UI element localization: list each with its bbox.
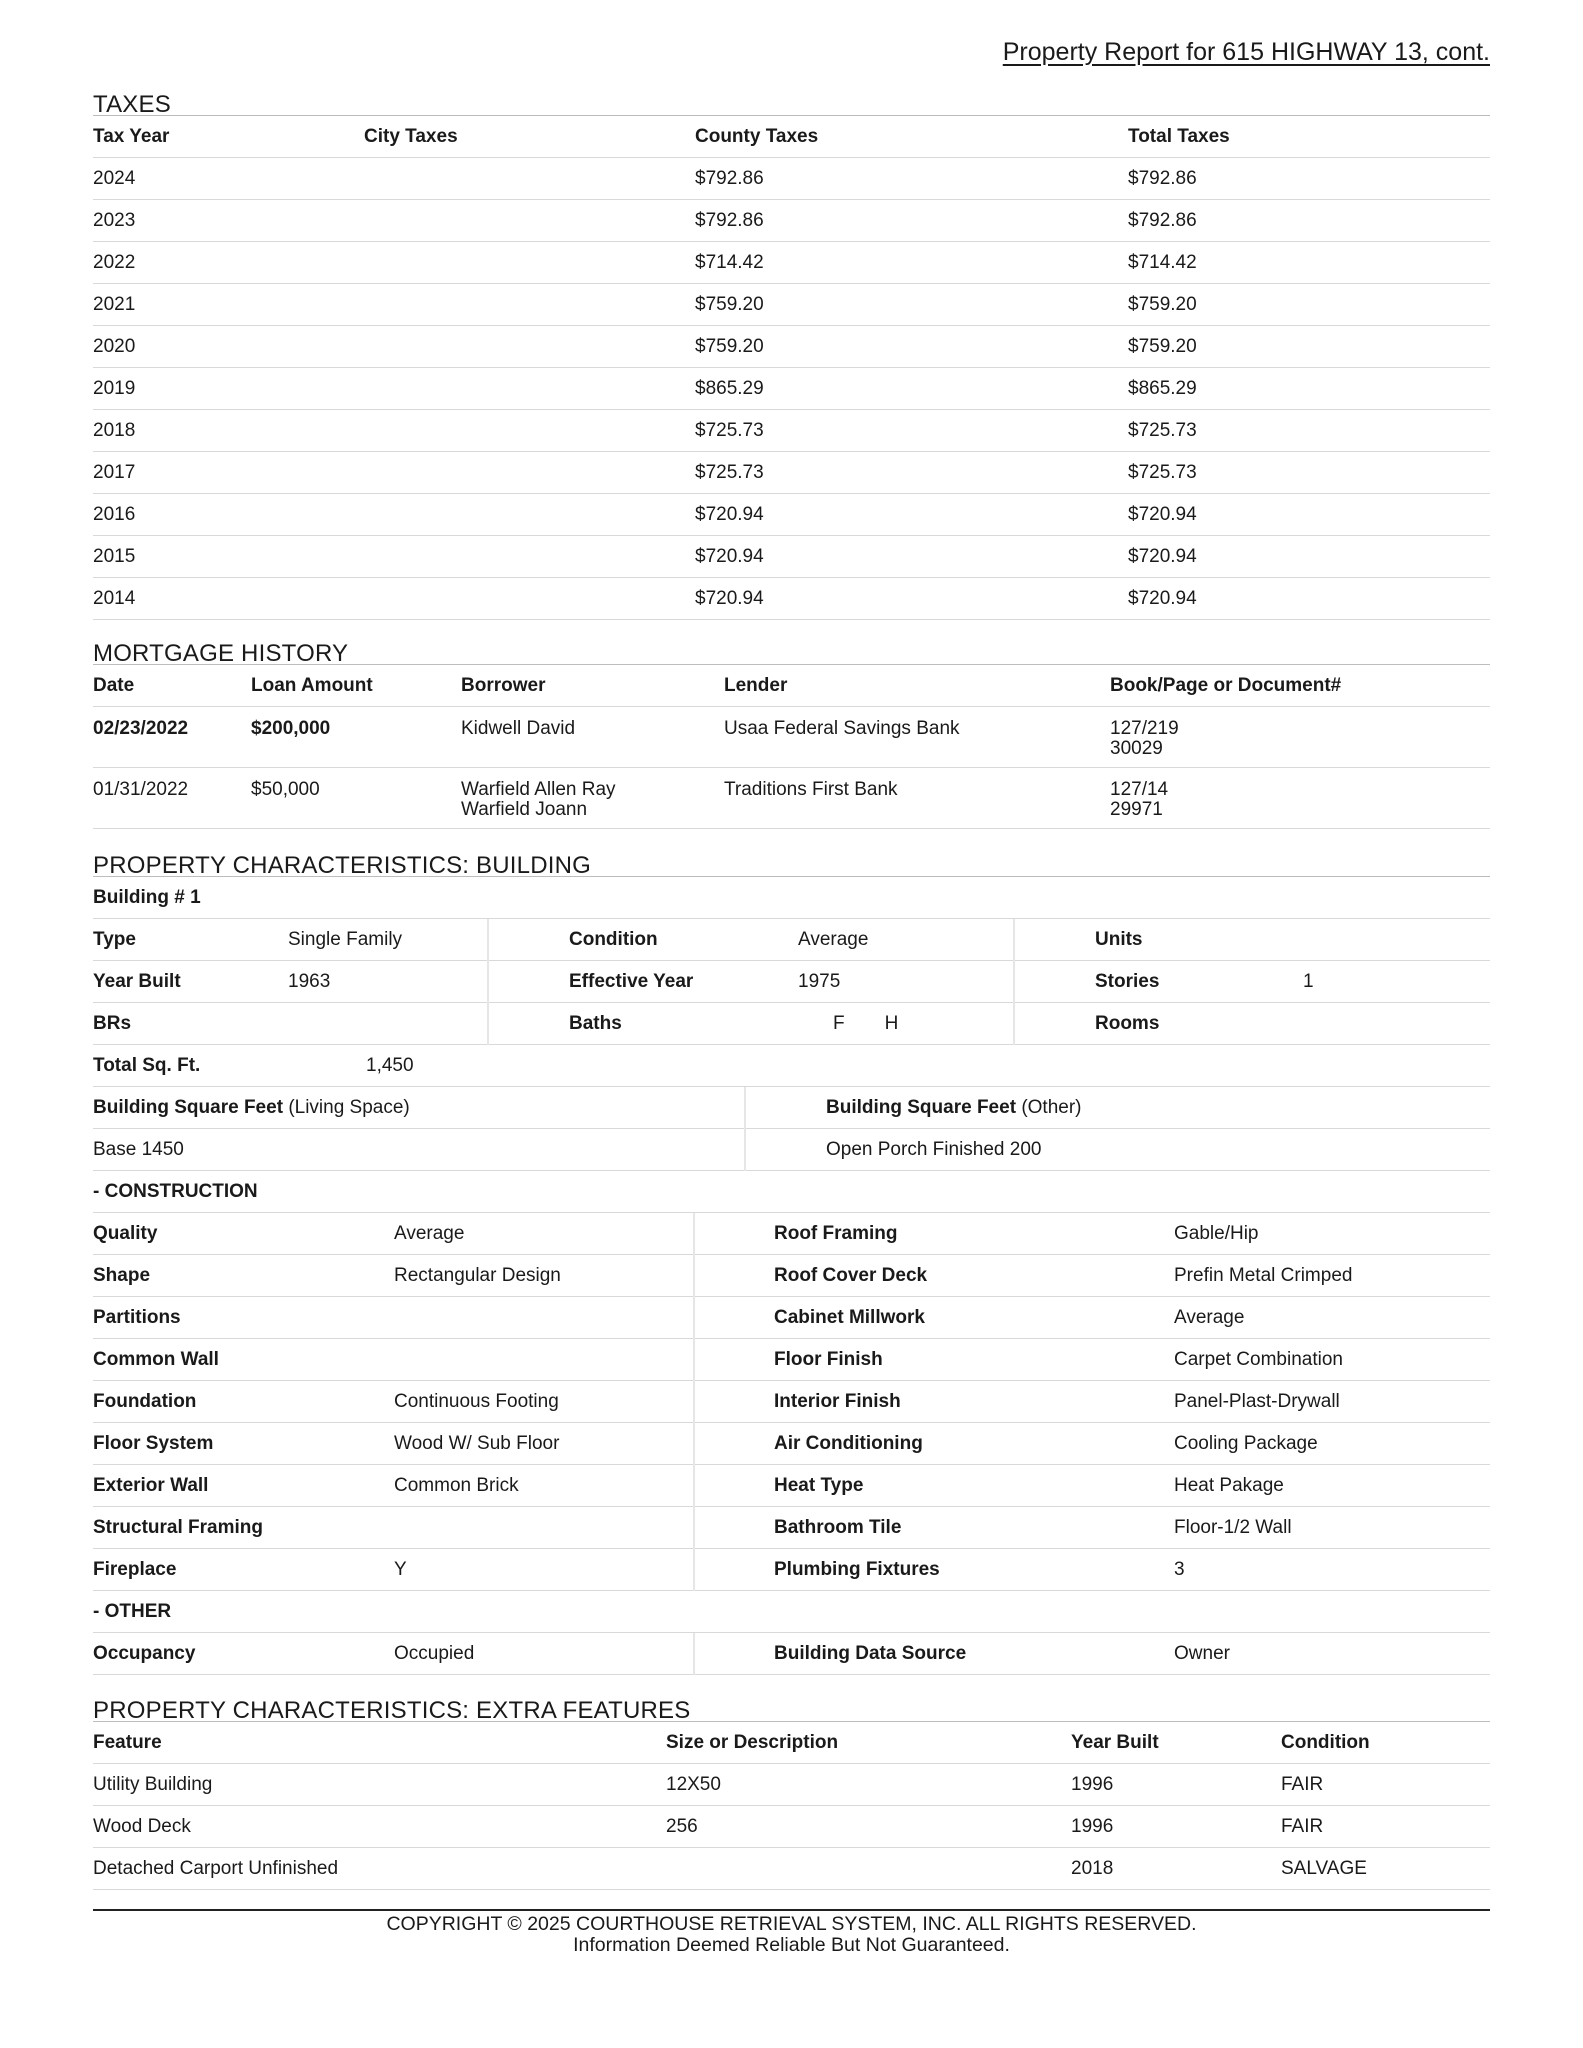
size-header: Size or Description bbox=[666, 1731, 839, 1753]
sqft-other-value: Open Porch Finished 200 bbox=[826, 1138, 1042, 1160]
characteristic-label: Shape bbox=[93, 1264, 151, 1286]
city-taxes-cell bbox=[364, 200, 695, 242]
rooms-label: Rooms bbox=[1095, 1012, 1160, 1034]
tax-year-cell: 2015 bbox=[93, 545, 136, 567]
characteristic-value bbox=[394, 1297, 694, 1339]
characteristic-label: Heat Type bbox=[774, 1474, 864, 1496]
copyright-footer bbox=[93, 1909, 1490, 1956]
characteristic-row bbox=[93, 1633, 1490, 1675]
characteristic-label: Air Conditioning bbox=[774, 1432, 923, 1454]
characteristic-value: Cooling Package bbox=[1174, 1432, 1318, 1454]
characteristic-label: Foundation bbox=[93, 1390, 197, 1412]
condition-cell: FAIR bbox=[1281, 1815, 1324, 1837]
county-taxes-cell: $792.86 bbox=[695, 167, 764, 189]
taxes-body bbox=[93, 158, 1490, 620]
type-value: Single Family bbox=[288, 919, 488, 961]
total-taxes-cell: $720.94 bbox=[1128, 587, 1197, 609]
extra-feature-row bbox=[93, 1764, 1490, 1806]
characteristic-value: Wood W/ Sub Floor bbox=[394, 1423, 694, 1465]
taxes-header-row bbox=[93, 116, 1490, 158]
city-taxes-cell bbox=[364, 158, 695, 200]
baths-value bbox=[798, 1003, 1014, 1045]
extra-features-section bbox=[93, 1694, 1490, 1890]
total-taxes-cell: $792.86 bbox=[1128, 167, 1197, 189]
tax-year-cell: 2019 bbox=[93, 377, 136, 399]
construction-label: - CONSTRUCTION bbox=[93, 1180, 258, 1202]
tax-year-cell: 2017 bbox=[93, 461, 136, 483]
year-built-label: Year Built bbox=[93, 970, 181, 992]
county-taxes-cell: $725.73 bbox=[695, 461, 764, 483]
county-taxes-cell: $720.94 bbox=[695, 545, 764, 567]
tax-year-cell: 2021 bbox=[93, 293, 136, 315]
baths-full: F bbox=[833, 1012, 845, 1034]
taxes-row bbox=[93, 368, 1490, 410]
stories-label: Stories bbox=[1095, 970, 1160, 992]
characteristic-value: 3 bbox=[1174, 1558, 1185, 1580]
characteristic-label: Quality bbox=[93, 1222, 158, 1244]
tax-year-cell: 2020 bbox=[93, 335, 136, 357]
rooms-value bbox=[1303, 1003, 1490, 1045]
characteristic-row bbox=[93, 1423, 1490, 1465]
size-cell bbox=[666, 1848, 1071, 1890]
characteristic-row bbox=[93, 1549, 1490, 1591]
sqft-other-header bbox=[826, 1087, 1490, 1129]
extra-features-title: PROPERTY CHARACTERISTICS: EXTRA FEATURES bbox=[93, 1694, 1490, 1722]
condition-label: Condition bbox=[569, 928, 658, 950]
characteristic-row bbox=[93, 1339, 1490, 1381]
characteristic-label: Fireplace bbox=[93, 1558, 177, 1580]
city-taxes-cell bbox=[364, 242, 695, 284]
tax-year-cell: 2024 bbox=[93, 167, 136, 189]
units-value bbox=[1303, 919, 1490, 961]
building-number-label: Building # 1 bbox=[93, 886, 201, 908]
mortgage-date: 01/31/2022 bbox=[93, 779, 189, 800]
characteristic-row bbox=[93, 1255, 1490, 1297]
construction-label-table bbox=[93, 1171, 1490, 1213]
sqft-living-value: Base 1450 bbox=[93, 1129, 745, 1171]
characteristic-value: Average bbox=[1174, 1306, 1245, 1328]
other-label-table bbox=[93, 1591, 1490, 1633]
feature-header: Feature bbox=[93, 1731, 162, 1753]
taxes-row bbox=[93, 158, 1490, 200]
mortgage-amount: $50,000 bbox=[251, 779, 320, 800]
characteristic-label: Common Wall bbox=[93, 1348, 219, 1370]
characteristic-row bbox=[93, 1297, 1490, 1339]
brs-label: BRs bbox=[93, 1012, 132, 1034]
characteristic-label: Occupancy bbox=[93, 1642, 196, 1664]
extra-feature-row bbox=[93, 1806, 1490, 1848]
taxes-row bbox=[93, 452, 1490, 494]
construction-table bbox=[93, 1213, 1490, 1591]
mortgage-book bbox=[1110, 768, 1490, 829]
taxes-row bbox=[93, 410, 1490, 452]
mortgage-amount-header: Loan Amount bbox=[251, 674, 373, 696]
report-title: Property Report for 615 HIGHWAY 13, cont. bbox=[1002, 38, 1490, 66]
year-built-cell: 2018 bbox=[1071, 1857, 1114, 1879]
characteristic-value: Common Brick bbox=[394, 1465, 694, 1507]
characteristic-value: Average bbox=[394, 1213, 694, 1255]
county-taxes-cell: $759.20 bbox=[695, 335, 764, 357]
city-taxes-cell bbox=[364, 284, 695, 326]
brs-value bbox=[288, 1003, 488, 1045]
type-label: Type bbox=[93, 928, 136, 950]
mortgage-book-header: Book/Page or Document# bbox=[1110, 674, 1342, 696]
county-taxes-cell: $720.94 bbox=[695, 587, 764, 609]
city-taxes-cell bbox=[364, 578, 695, 620]
characteristic-value bbox=[394, 1339, 694, 1381]
characteristic-label: Floor System bbox=[93, 1432, 214, 1454]
city-taxes-cell bbox=[364, 368, 695, 410]
total-taxes-cell: $759.20 bbox=[1128, 293, 1197, 315]
condition-cell: SALVAGE bbox=[1281, 1857, 1367, 1879]
effective-year-value: 1975 bbox=[798, 961, 1014, 1003]
county-taxes-cell: $759.20 bbox=[695, 293, 764, 315]
characteristic-row bbox=[93, 1507, 1490, 1549]
borrower-name: Kidwell David bbox=[461, 718, 576, 739]
taxes-row bbox=[93, 578, 1490, 620]
taxes-row bbox=[93, 494, 1490, 536]
mortgage-date: 02/23/2022 bbox=[93, 718, 189, 739]
city-taxes-header: City Taxes bbox=[364, 125, 458, 147]
total-taxes-cell: $725.73 bbox=[1128, 419, 1197, 441]
building-summary-table bbox=[93, 919, 1490, 1045]
taxes-row bbox=[93, 536, 1490, 578]
feature-cell: Wood Deck bbox=[93, 1815, 191, 1837]
characteristic-label: Structural Framing bbox=[93, 1516, 263, 1538]
mortgage-date-header: Date bbox=[93, 674, 135, 696]
condition-cell: FAIR bbox=[1281, 1773, 1324, 1795]
mortgage-header-row bbox=[93, 665, 1490, 707]
document-number: 30029 bbox=[1110, 738, 1163, 759]
total-taxes-cell: $714.42 bbox=[1128, 251, 1197, 273]
tax-year-header: Tax Year bbox=[93, 125, 170, 147]
condition-value: Average bbox=[798, 919, 1014, 961]
mortgage-lender: Traditions First Bank bbox=[724, 779, 898, 800]
size-cell: 256 bbox=[666, 1815, 698, 1837]
characteristic-label: Partitions bbox=[93, 1306, 181, 1328]
mortgage-lender: Usaa Federal Savings Bank bbox=[724, 718, 960, 739]
city-taxes-cell bbox=[364, 452, 695, 494]
building-title: PROPERTY CHARACTERISTICS: BUILDING bbox=[93, 849, 1490, 877]
borrower-name: Warfield Allen Ray bbox=[461, 779, 616, 800]
characteristic-value: Y bbox=[394, 1549, 694, 1591]
sqft-living-label: Building Square Feet bbox=[93, 1096, 284, 1118]
characteristic-value bbox=[394, 1507, 694, 1549]
tax-year-cell: 2018 bbox=[93, 419, 136, 441]
year-built-header: Year Built bbox=[1071, 1731, 1159, 1753]
characteristic-label: Interior Finish bbox=[774, 1390, 901, 1412]
building-number-table bbox=[93, 877, 1490, 919]
characteristic-label: Plumbing Fixtures bbox=[774, 1558, 940, 1580]
county-taxes-cell: $720.94 bbox=[695, 503, 764, 525]
taxes-table bbox=[93, 116, 1490, 620]
total-taxes-cell: $720.94 bbox=[1128, 503, 1197, 525]
taxes-row bbox=[93, 242, 1490, 284]
building-section bbox=[93, 849, 1490, 1675]
mortgage-book bbox=[1110, 707, 1490, 768]
sqft-living-suffix: (Living Space) bbox=[288, 1096, 410, 1118]
total-sqft-label: Total Sq. Ft. bbox=[93, 1054, 201, 1076]
characteristic-label: Cabinet Millwork bbox=[774, 1306, 925, 1328]
disclaimer-line: Information Deemed Reliable But Not Guaranteed. bbox=[573, 1934, 1010, 1956]
mortgage-section bbox=[93, 637, 1490, 829]
other-label: - OTHER bbox=[93, 1600, 172, 1622]
sqft-detail-table bbox=[93, 1087, 1490, 1171]
tax-year-cell: 2022 bbox=[93, 251, 136, 273]
city-taxes-cell bbox=[364, 494, 695, 536]
mortgage-row bbox=[93, 768, 1490, 829]
mortgage-borrower bbox=[461, 768, 724, 829]
taxes-section bbox=[93, 88, 1490, 620]
feature-cell: Utility Building bbox=[93, 1773, 213, 1795]
characteristic-row bbox=[93, 1381, 1490, 1423]
characteristic-label: Exterior Wall bbox=[93, 1474, 209, 1496]
characteristic-value: Floor-1/2 Wall bbox=[1174, 1516, 1292, 1538]
mortgage-title: MORTGAGE HISTORY bbox=[93, 637, 1490, 665]
taxes-row bbox=[93, 326, 1490, 368]
tax-year-cell: 2014 bbox=[93, 587, 136, 609]
mortgage-amount: $200,000 bbox=[251, 718, 331, 739]
characteristic-label: Building Data Source bbox=[774, 1642, 967, 1664]
year-built-cell: 1996 bbox=[1071, 1773, 1114, 1795]
characteristic-value: Rectangular Design bbox=[394, 1255, 694, 1297]
city-taxes-cell bbox=[364, 410, 695, 452]
characteristic-label: Roof Cover Deck bbox=[774, 1264, 928, 1286]
effective-year-label: Effective Year bbox=[569, 970, 694, 992]
taxes-title: TAXES bbox=[93, 88, 1490, 116]
size-cell: 12X50 bbox=[666, 1773, 721, 1795]
borrower-name-2: Warfield Joann bbox=[461, 799, 588, 820]
characteristic-label: Bathroom Tile bbox=[774, 1516, 902, 1538]
book-page: 127/219 bbox=[1110, 718, 1179, 739]
total-taxes-cell: $720.94 bbox=[1128, 545, 1197, 567]
county-taxes-cell: $792.86 bbox=[695, 209, 764, 231]
book-page: 127/14 bbox=[1110, 779, 1169, 800]
total-taxes-cell: $865.29 bbox=[1128, 377, 1197, 399]
total-sqft-table bbox=[93, 1045, 1490, 1087]
document-number: 29971 bbox=[1110, 799, 1163, 820]
year-built-cell: 1996 bbox=[1071, 1815, 1114, 1837]
characteristic-value: Continuous Footing bbox=[394, 1381, 694, 1423]
sqft-other-suffix: (Other) bbox=[1021, 1096, 1082, 1118]
county-taxes-header: County Taxes bbox=[695, 125, 819, 147]
mortgage-borrower bbox=[461, 707, 724, 768]
total-sqft-value: 1,450 bbox=[366, 1054, 414, 1076]
mortgage-row bbox=[93, 707, 1490, 768]
characteristic-row bbox=[93, 1465, 1490, 1507]
characteristic-value: Carpet Combination bbox=[1174, 1348, 1343, 1370]
sqft-other-label: Building Square Feet bbox=[826, 1096, 1017, 1118]
taxes-row bbox=[93, 200, 1490, 242]
mortgage-lender-header: Lender bbox=[724, 674, 788, 696]
county-taxes-cell: $865.29 bbox=[695, 377, 764, 399]
units-label: Units bbox=[1095, 928, 1143, 950]
taxes-row bbox=[93, 284, 1490, 326]
total-taxes-cell: $759.20 bbox=[1128, 335, 1197, 357]
baths-half: H bbox=[884, 1012, 899, 1034]
total-taxes-cell: $725.73 bbox=[1128, 461, 1197, 483]
extra-feature-row bbox=[93, 1848, 1490, 1890]
characteristic-row bbox=[93, 1213, 1490, 1255]
total-taxes-cell: $792.86 bbox=[1128, 209, 1197, 231]
tax-year-cell: 2023 bbox=[93, 209, 136, 231]
characteristic-value: Heat Pakage bbox=[1174, 1474, 1284, 1496]
characteristic-value: Gable/Hip bbox=[1174, 1222, 1259, 1244]
characteristic-label: Floor Finish bbox=[774, 1348, 883, 1370]
copyright-line: COPYRIGHT © 2025 COURTHOUSE RETRIEVAL SYSTEM, INC. ALL RIGHTS RESERVED. bbox=[386, 1913, 1197, 1935]
condition-header: Condition bbox=[1281, 1731, 1370, 1753]
tax-year-cell: 2016 bbox=[93, 503, 136, 525]
mortgage-table bbox=[93, 665, 1490, 829]
county-taxes-cell: $714.42 bbox=[695, 251, 764, 273]
characteristic-label: Roof Framing bbox=[774, 1222, 898, 1244]
stories-value: 1 bbox=[1303, 970, 1314, 992]
characteristic-value: Panel-Plast-Drywall bbox=[1174, 1390, 1340, 1412]
total-taxes-header: Total Taxes bbox=[1128, 125, 1230, 147]
other-table bbox=[93, 1633, 1490, 1675]
sqft-living-header bbox=[93, 1087, 745, 1129]
characteristic-value: Prefin Metal Crimped bbox=[1174, 1264, 1353, 1286]
mortgage-borrower-header: Borrower bbox=[461, 674, 546, 696]
characteristic-value: Occupied bbox=[394, 1633, 694, 1675]
year-built-value: 1963 bbox=[288, 961, 488, 1003]
city-taxes-cell bbox=[364, 326, 695, 368]
county-taxes-cell: $725.73 bbox=[695, 419, 764, 441]
city-taxes-cell bbox=[364, 536, 695, 578]
baths-label: Baths bbox=[569, 1012, 622, 1034]
characteristic-value: Owner bbox=[1174, 1642, 1230, 1664]
feature-cell: Detached Carport Unfinished bbox=[93, 1857, 339, 1879]
extra-features-table bbox=[93, 1722, 1490, 1890]
